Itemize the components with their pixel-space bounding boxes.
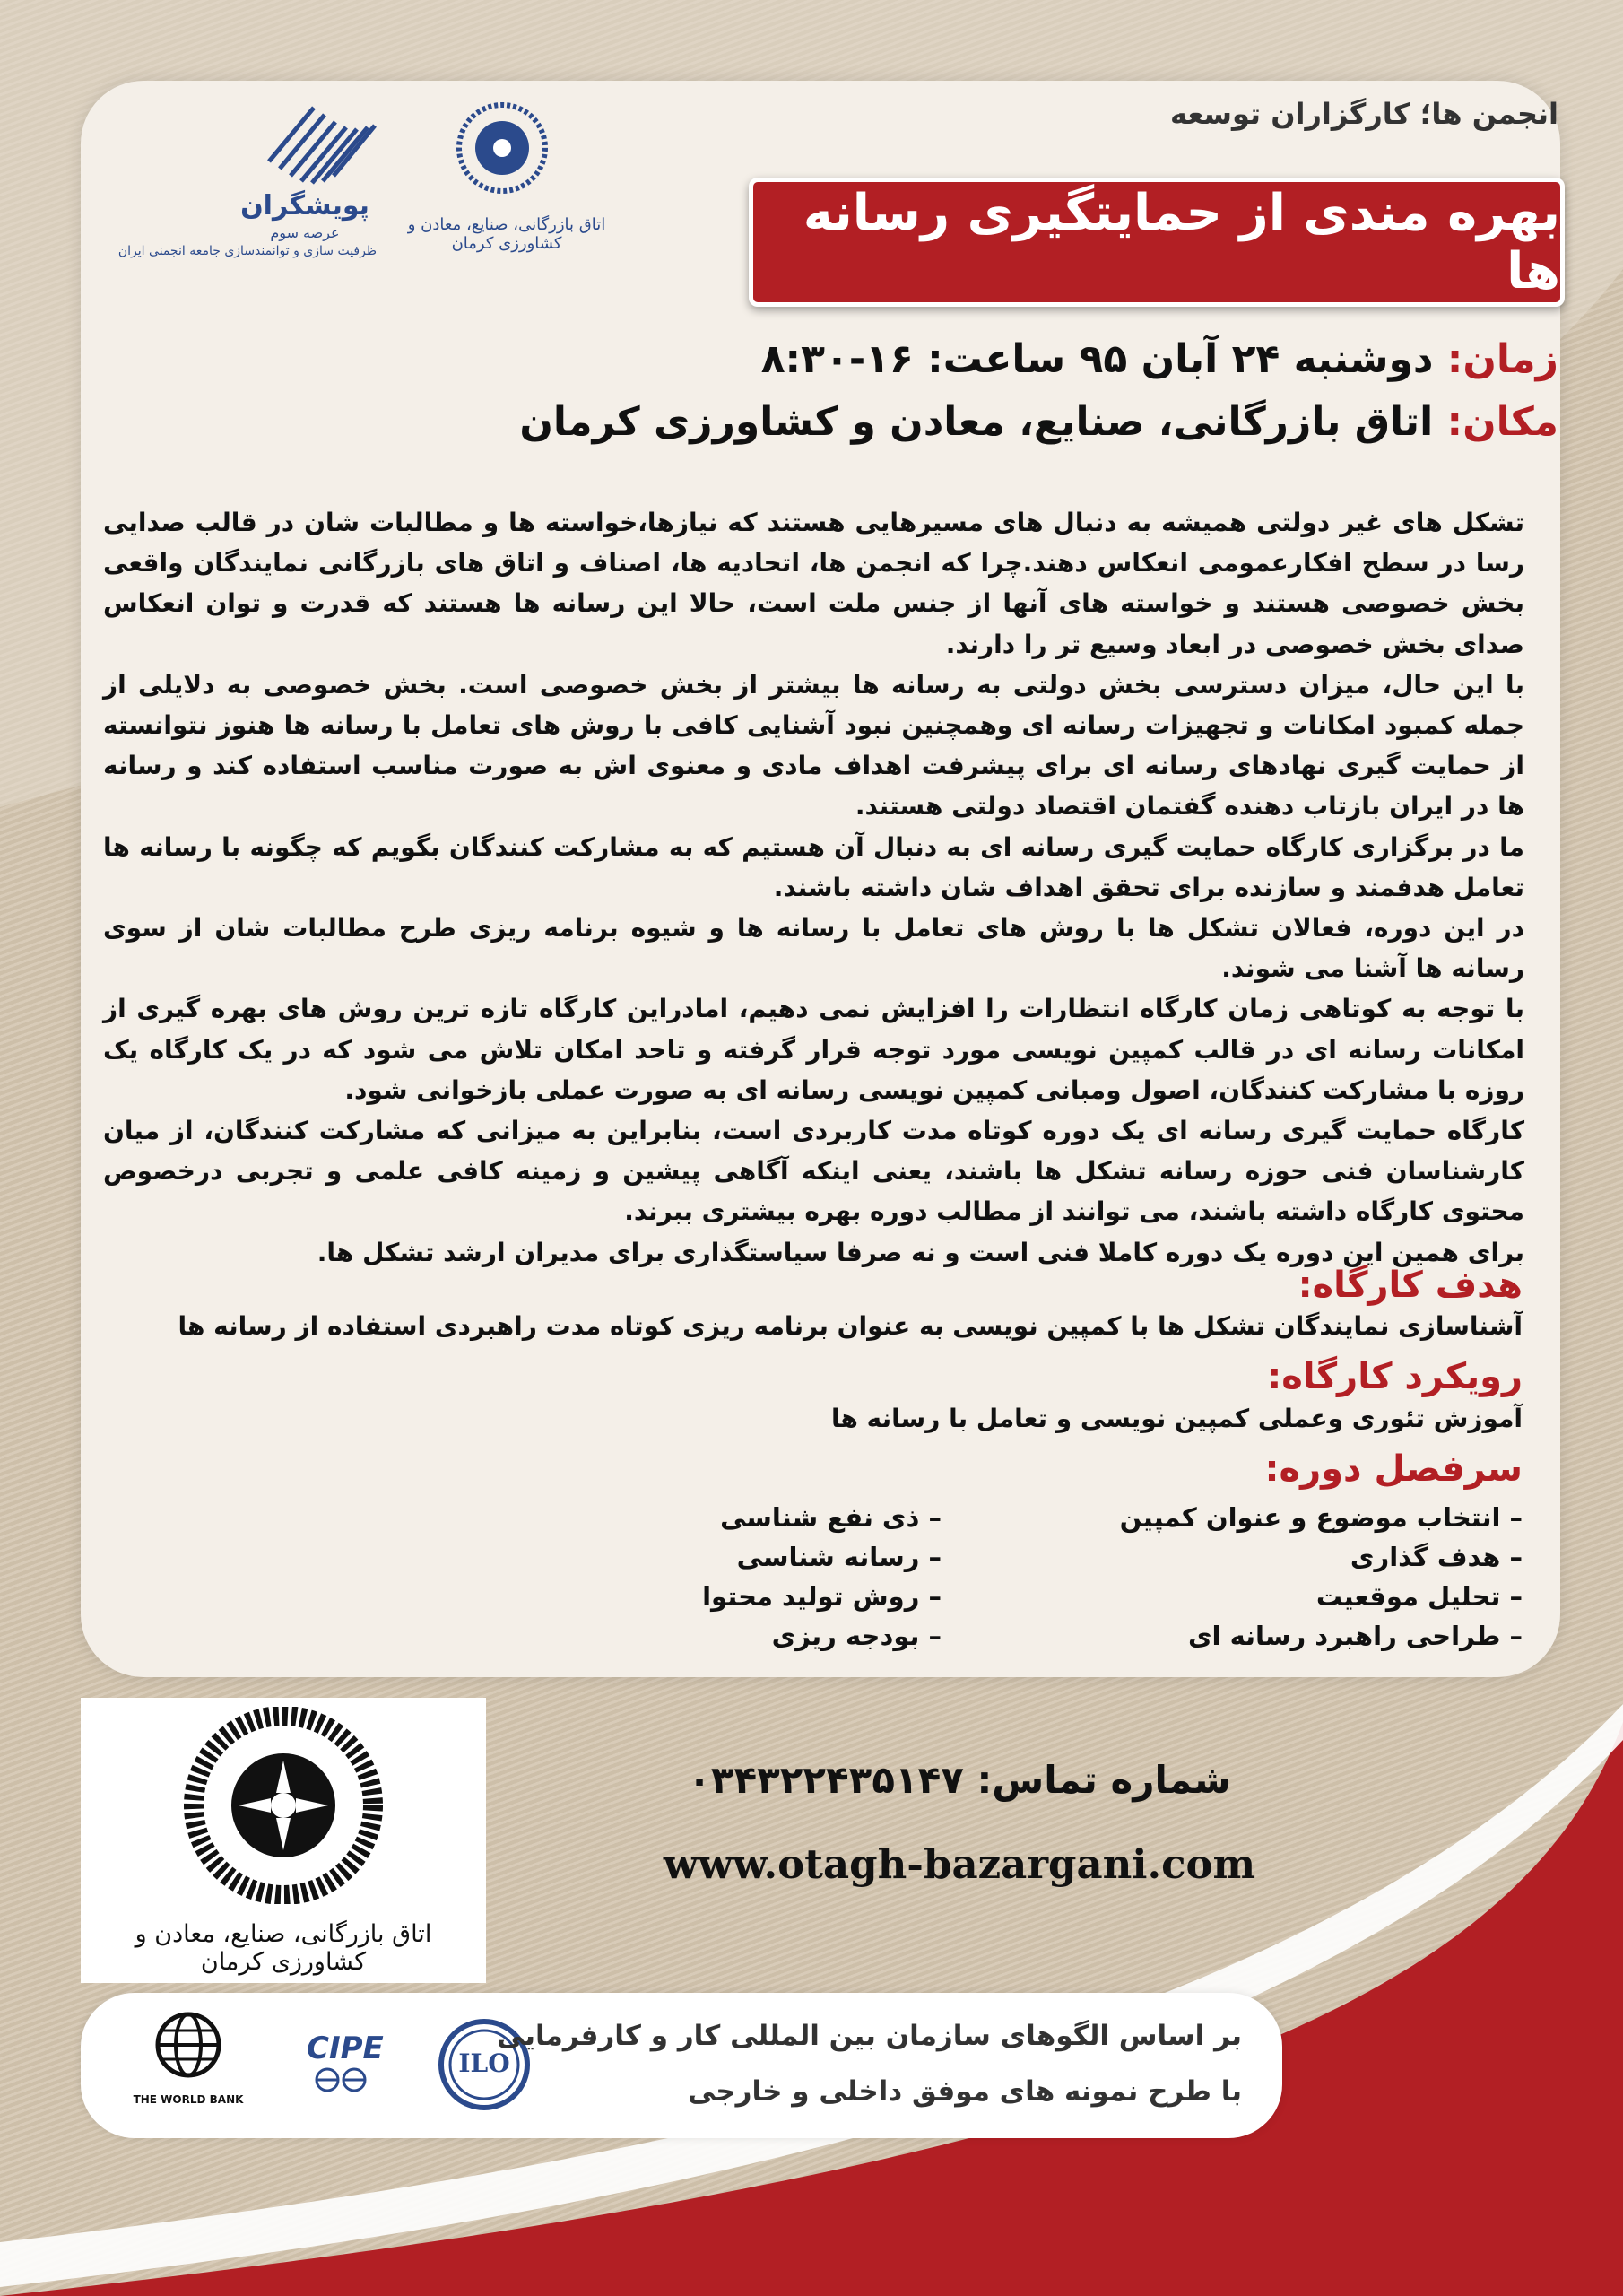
chamber-emblem-icon: [453, 99, 551, 197]
approach-text: آموزش تئوری وعملی کمپین نویسی و تعامل با رسانه ها: [830, 1404, 1523, 1433]
list-item: – ذی نفع شناسی: [720, 1502, 942, 1533]
list-item: – انتخاب موضوع و عنوان کمپین: [1119, 1502, 1523, 1533]
partners-line-2: با طرح نمونه های موفق داخلی و خارجی: [687, 2075, 1242, 2108]
location-label: مکان:: [1446, 399, 1558, 445]
world-bank-label: THE WORLD BANK: [133, 2093, 244, 2106]
partners-card: [81, 1993, 1282, 2138]
paragraph: با این حال، میزان دسترسی بخش دولتی به رسانه ها بیشتر از بخش خصوصی است. بخش خصوصی به دلایلی از جمله کمبود امکانات و تجهیزات رسانه ای وهمچنین نبود آشنایی کافی با روش های تعامل با رسانه ها هنوز نتوانسته از حمایت گیری نهادهای رسانه ای برای پیشرفت اهداف مادی و معنوی اش به صورت مناسب استفاده کند و رسانه ها در ایران بازتاب دهنده گفتمان اقتصاد دولتی هستند.: [103, 669, 1524, 822]
paragraph: در این دوره، فعالان تشکل ها با روش های تعامل با رسانه ها و شیوه برنامه ریزی طرح مطالبات شان از سوی رسانه ها آشنا می شوند.: [103, 913, 1524, 984]
time-label: زمان:: [1446, 336, 1558, 382]
goal-text: آشناسازی نمایندگان تشکل ها با کمپین نویسی به عنوان برنامه ریزی کوتاه مدت راهبردی استفاده از رسانه ها: [178, 1311, 1523, 1341]
paragraph: ما در برگزاری کارگاه حمایت گیری رسانه ای به دنبال آن هستیم که به مشارکت کنندگان بگویم که چگونه با رسانه ها تعامل هدفمند و سازنده برای تحقق اهداف شان داشته باشند.: [103, 831, 1524, 902]
tagline: انجمن ها؛ کارگزاران توسعه: [1170, 97, 1558, 131]
time-value: دوشنبه ۲۴ آبان ۹۵ ساعت: ۱۶-۸:۳۰: [760, 336, 1434, 382]
chamber-caption: اتاق بازرگانی، صنایع، معادن و کشاورزی کرمان: [135, 1920, 432, 1976]
location-value: اتاق بازرگانی، صنایع، معادن و کشاورزی کرمان: [519, 399, 1434, 445]
paragraph: کارگاه حمایت گیری رسانه ای یک دوره کوتاه مدت کاربردی است، بنابراین به میزانی که مشارکت کنندگان، از میان کارشناسان فنی حوزه رسانه تشکل ها باشند، یعنی اینکه آگاهی پیشین و زمینه کافی علمی و تجربی درخصوص محتوی کارگاه داشته باشند، می توانند از مطالب دوره بهره بیشتری ببرند.: [103, 1116, 1524, 1227]
kerman-chamber-logo: [81, 1698, 486, 1983]
pooyeshgaran-name: پویشگران: [240, 190, 369, 222]
list-item: – طراحی راهبرد رسانه ای: [1187, 1621, 1523, 1651]
paragraph: با توجه به کوتاهی زمان کارگاه انتظارات را افزایش نمی دهیم، امادراین کارگاه تازه ترین روش های بهره گیری از امکانات رسانه ای در قالب کمپین نویسی مورد توجه قرار گرفته و تاحد امکان تلاش می شود که در یک کارگاه یک روزه با مشارکت کنندگان، اصول ومبانی کمپین نویسی رسانه ای به صورت عملی بازخوانی شود.: [103, 994, 1524, 1105]
list-item: – روش تولید محتوا: [702, 1581, 942, 1612]
partners-line-1: بر اساس الگوهای سازمان بین المللی کار و کارفرمایی: [497, 2020, 1242, 2052]
event-time: [761, 336, 1558, 382]
list-item: – هدف گذاری: [1350, 1542, 1523, 1572]
pooyeshgaran-logo-icon: [260, 99, 386, 188]
paragraph: برای همین این دوره یک دوره کاملا فنی است و نه صرفا سیاستگذاری برای مدیران ارشد تشکل ها.: [317, 1237, 1524, 1267]
ilo-label: ILO: [458, 2048, 510, 2078]
list-item: – رسانه شناسی: [736, 1542, 942, 1572]
paragraph: تشکل های غیر دولتی همیشه به دنبال های مسیرهایی هستند که نیازها،خواسته ها و مطالبات شان در قالب صدایی رسا در سطح افکارعمومی انعکاس دهند.چرا که انجمن ها، اتحادیه ها، اصناف و اتاق های بازرگانی نمایندگان واقعی بخش خصوصی هستند و خواسته های آنها از جنس ملت است، حالا این رسانه ها هستند که قدرت و توان انعکاس صدای بخش خصوصی در ابعاد وسیع تر را دارند.: [103, 508, 1524, 659]
list-item: – تحلیل موقعیت: [1315, 1581, 1523, 1612]
chamber-caption: اتاق بازرگانی، صنایع، معادن و کشاورزی کرمان: [407, 215, 606, 253]
pooyeshgaran-caption: ظرفیت سازی و توانمندسازی جامعه انجمنی ایران: [117, 244, 377, 258]
contact-number: شماره تماس: ۰۳۴۳۲۲۴۳۵۱۴۷: [688, 1758, 1231, 1802]
list-item: – بودجه ریزی: [771, 1621, 942, 1651]
approach-heading: رویکرد کارگاه:: [1267, 1356, 1523, 1397]
world-bank-logo-icon: [143, 2011, 233, 2092]
logos-header: [90, 90, 664, 305]
website-link[interactable]: www.otagh-bazargani.com: [663, 1840, 1256, 1888]
page-title: بهره مندی از حمایتگیری رسانه ها: [803, 184, 1560, 300]
pooyeshgaran-sub: عرصه سوم: [270, 224, 340, 241]
syllabus-col-2: [702, 1498, 942, 1656]
title-box: [749, 178, 1565, 307]
goal-heading: هدف کارگاه:: [1298, 1265, 1523, 1306]
syllabus-col-1: [1120, 1498, 1523, 1656]
event-location: [519, 399, 1558, 445]
cipe-logo: CIPE: [307, 2031, 384, 2066]
chamber-emblem-icon: [176, 1707, 391, 1904]
cipe-mark-icon: [305, 2066, 395, 2093]
syllabus-heading: سرفصل دوره:: [1264, 1448, 1523, 1490]
description: [103, 502, 1524, 1273]
